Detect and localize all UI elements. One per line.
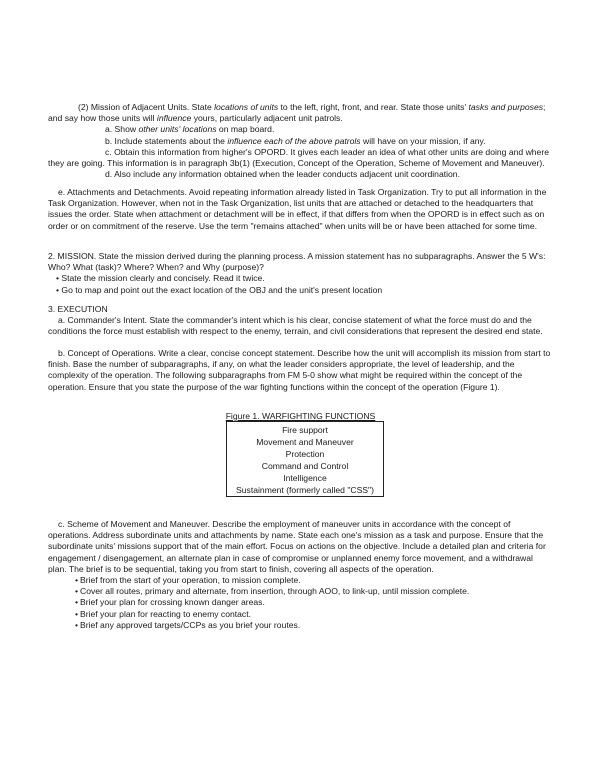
adjacent-item-c: c. Obtain this information from higher's OPORD. It gives each leader an idea of what other units are doing and where they are going. This information is in paragraph 3b(1) (Execution, Concept of the Operation, Scheme of Movement and Maneuver). [48, 146, 549, 169]
function-item: Command and Control [261, 461, 349, 471]
attachments-section [48, 187, 553, 232]
mission-section [48, 251, 553, 296]
commanders-intent-paragraph: a. Commander's Intent. State the commander's intent which is his clear, concise statement of what the force must do and the conditions the force must establish with respect to the enemy, terrain, and civil considerations that represent the desired end state. [48, 315, 543, 337]
concept-section [48, 348, 553, 393]
function-item: Sustainment (formerly called "CSS") [236, 485, 374, 495]
list-item: • Brief your plan for reacting to enemy contact. [48, 609, 553, 620]
mission-bullet: • State the mission clearly and concisely. Read it twice. [56, 273, 265, 284]
attachments-paragraph: e. Attachments and Detachments. Avoid repeating information already listed in Task Organization. Try to put all information in the Task Organization. However, when not in the Task Organization, list units that are attached or detached to the headquarters that issues the order. State when attachment or detachment will be in effect, if that differs from when the OPORD is in effect such as on order or on commitment of the reserve. Use the term "remains attached" when units will be or have been attached for some time. [48, 187, 547, 231]
function-item: Fire support [282, 425, 328, 435]
scheme-section [48, 519, 553, 631]
execution-heading: 3. EXECUTION [48, 304, 108, 314]
figure-title: Figure 1. WARFIGHTING FUNCTIONS [225, 411, 376, 421]
list-item: • Cover all routes, primary and alternate, from insertion, through AOO, to link-up, until mission complete. [48, 586, 553, 597]
adjacent-item-d: d. Also include any information obtained when the leader conducts adjacent unit coordination. [105, 169, 460, 180]
execution-section [48, 304, 553, 338]
list-item: • Brief from the start of your operation, to mission complete. [48, 575, 553, 586]
scheme-paragraph: c. Scheme of Movement and Maneuver. Describe the employment of maneuver units in accordance with the concept of operations. Address subordinate units and attachments by name. State each one's mission as a task and purpose. Ensure that the subordinate units' missions support that of the main effort. Focus on actions on the objective. Include a detailed plan and criteria for engagement / disengagement, an alternate plan in case of compromise or unplanned enemy force movement, and a withdrawal plan. The brief is to be sequential, taking you from start to finish, covering all aspects of the operation. [48, 519, 546, 574]
concept-paragraph: b. Concept of Operations. Write a clear, concise concept statement. Describe how the unit will accomplish its mission from start to finish. Base the number of subparagraphs, if any, on what the leader considers appropriate, the level of leadership, and the complexity of the operation. The following subparagraphs from FM 5-0 show what might be required within the concept of the operation. Ensure that you state the purpose of the war fighting functions within the concept of the operation (Figure 1). [48, 348, 551, 392]
function-item: Movement and Maneuver [256, 437, 354, 447]
adjacent-units-section [48, 102, 553, 180]
mission-bullet: • Go to map and point out the exact location of the OBJ and the unit's present location [56, 284, 383, 295]
mission-paragraph: 2. MISSION. State the mission derived during the planning process. A mission statement has no subparagraphs. Answer the 5 W's: Who? What (task)? Where? When? and Why (purpose)? [48, 251, 546, 273]
adjacent-units-paragraph: (2) Mission of Adjacent Units. State locations of units to the left, right, front, and rear. State those units' tasks and purposes; and say how those units will influence yours, particularly adjacent unit patrols. [48, 102, 546, 124]
scheme-bullet-list [48, 575, 553, 631]
list-item: • Brief any approved targets/CCPs as you brief your routes. [48, 620, 553, 631]
function-item: Protection [285, 449, 325, 459]
list-item: • Brief your plan for crossing known danger areas. [48, 597, 553, 608]
adjacent-item-a: a. Show other units' locations on map board. [105, 124, 275, 135]
function-item: Intelligence [283, 473, 327, 483]
warfighting-functions-box [226, 421, 384, 497]
adjacent-item-b: b. Include statements about the influence each of the above patrols will have on your mission, if any. [105, 135, 486, 146]
